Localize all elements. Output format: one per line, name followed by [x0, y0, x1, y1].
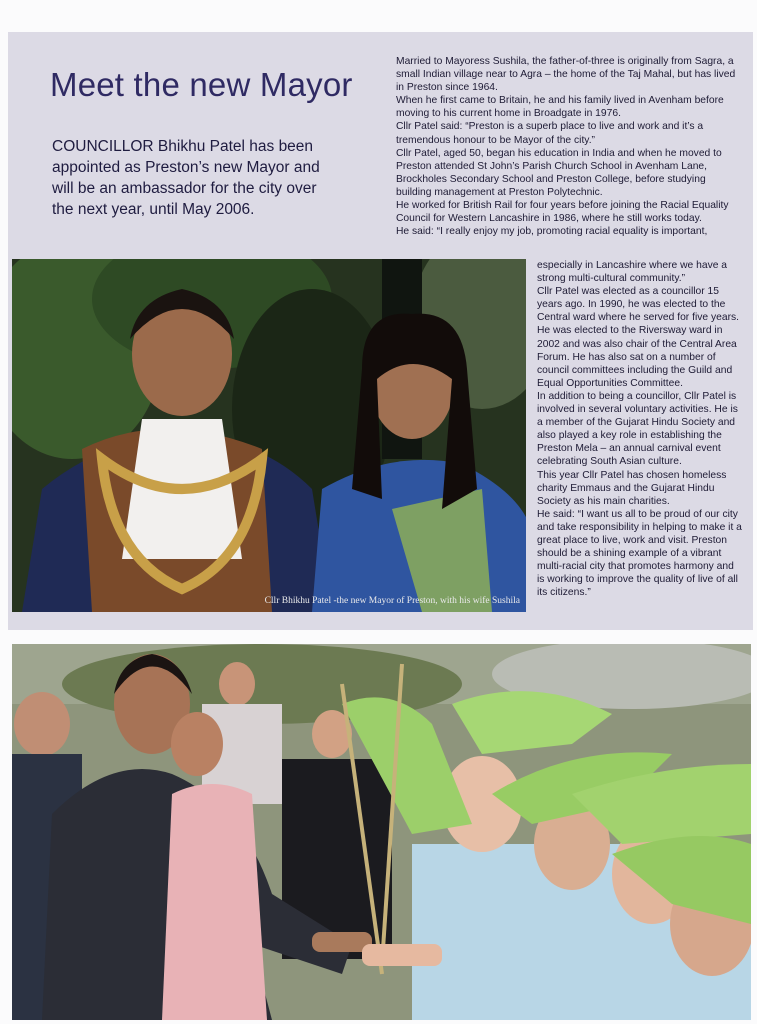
body-paragraph: In addition to being a councillor, Cllr Patel is involved in several voluntary activities. He is a member of the Gujarat Hindu Society and also played a key role in establishing the Preston Mela – an annual carnival event celebrating South Asian culture.	[537, 390, 738, 468]
body-paragraph: Cllr Patel said: “Preston is a superb place to live and work and it’s a tremendous honour to be Mayor of the city.”	[396, 121, 704, 146]
body-paragraph: He said: “I really enjoy my job, promoting racial equality is important,	[396, 226, 708, 238]
body-paragraph: especially in Lancashire where we have a strong multi-cultural community.”	[537, 260, 728, 285]
photo-caption: Cllr Bhikhu Patel -the new Mayor of Preston, with his wife Sushila	[264, 596, 520, 606]
article-body-side	[537, 259, 743, 599]
mayor-and-mayoress-photo	[12, 259, 526, 612]
body-paragraph: Married to Mayoress Sushila, the father-of-three is originally from Sagra, a small Indian village near to Agra – the home of the Taj Mahal, but has lived in Preston since 1964.	[396, 56, 736, 94]
article-body-top	[396, 55, 744, 238]
body-paragraph: He worked for British Rail for four years before joining the Racial Equality Council for Western Lancashire in 1986, where he still works today.	[396, 200, 729, 225]
body-paragraph: Cllr Patel was elected as a councillor 15 years ago. In 1990, he was elected to the Central ward where he served for five years. He was elected to the Riversway ward in 2002 and was also chair of the Central Area Forum. He has also sat on a number of council committees including the Guild and Equal Opportunities Committee.	[537, 286, 740, 389]
body-paragraph: When he first came to Britain, he and his family lived in Avenham before moving to his current home in Broadgate in 1976.	[396, 95, 724, 120]
body-paragraph: This year Cllr Patel has chosen homeless charity Emmaus and the Gujarat Hindu Society as his main charities.	[537, 469, 727, 507]
carnival-crowd-photo	[12, 644, 751, 1020]
carnival-photo-illustration	[12, 644, 751, 1020]
body-paragraph: He said: “I want us all to be proud of our city and take responsibility in helping to make it a great place to live, work and visit. Preston should be a shining example of a vibrant multi-racial city that promotes harmony and is working to improve the quality of live of all its citizens.”	[537, 508, 742, 599]
mayor-photo-illustration	[12, 259, 526, 612]
article-standfirst: COUNCILLOR Bhikhu Patel has been appointed as Preston’s new Mayor and will be an ambassador for the city over the next year, until May 2006.	[52, 138, 320, 218]
body-paragraph: Cllr Patel, aged 50, began his education in India and when he moved to Preston attended St John’s Parish Church School in Avenham Lane, Brockholes Secondary School and Preston College, before studying building management at Preston Polytechnic.	[396, 147, 722, 198]
article-title: Meet the new Mayor	[50, 66, 353, 103]
